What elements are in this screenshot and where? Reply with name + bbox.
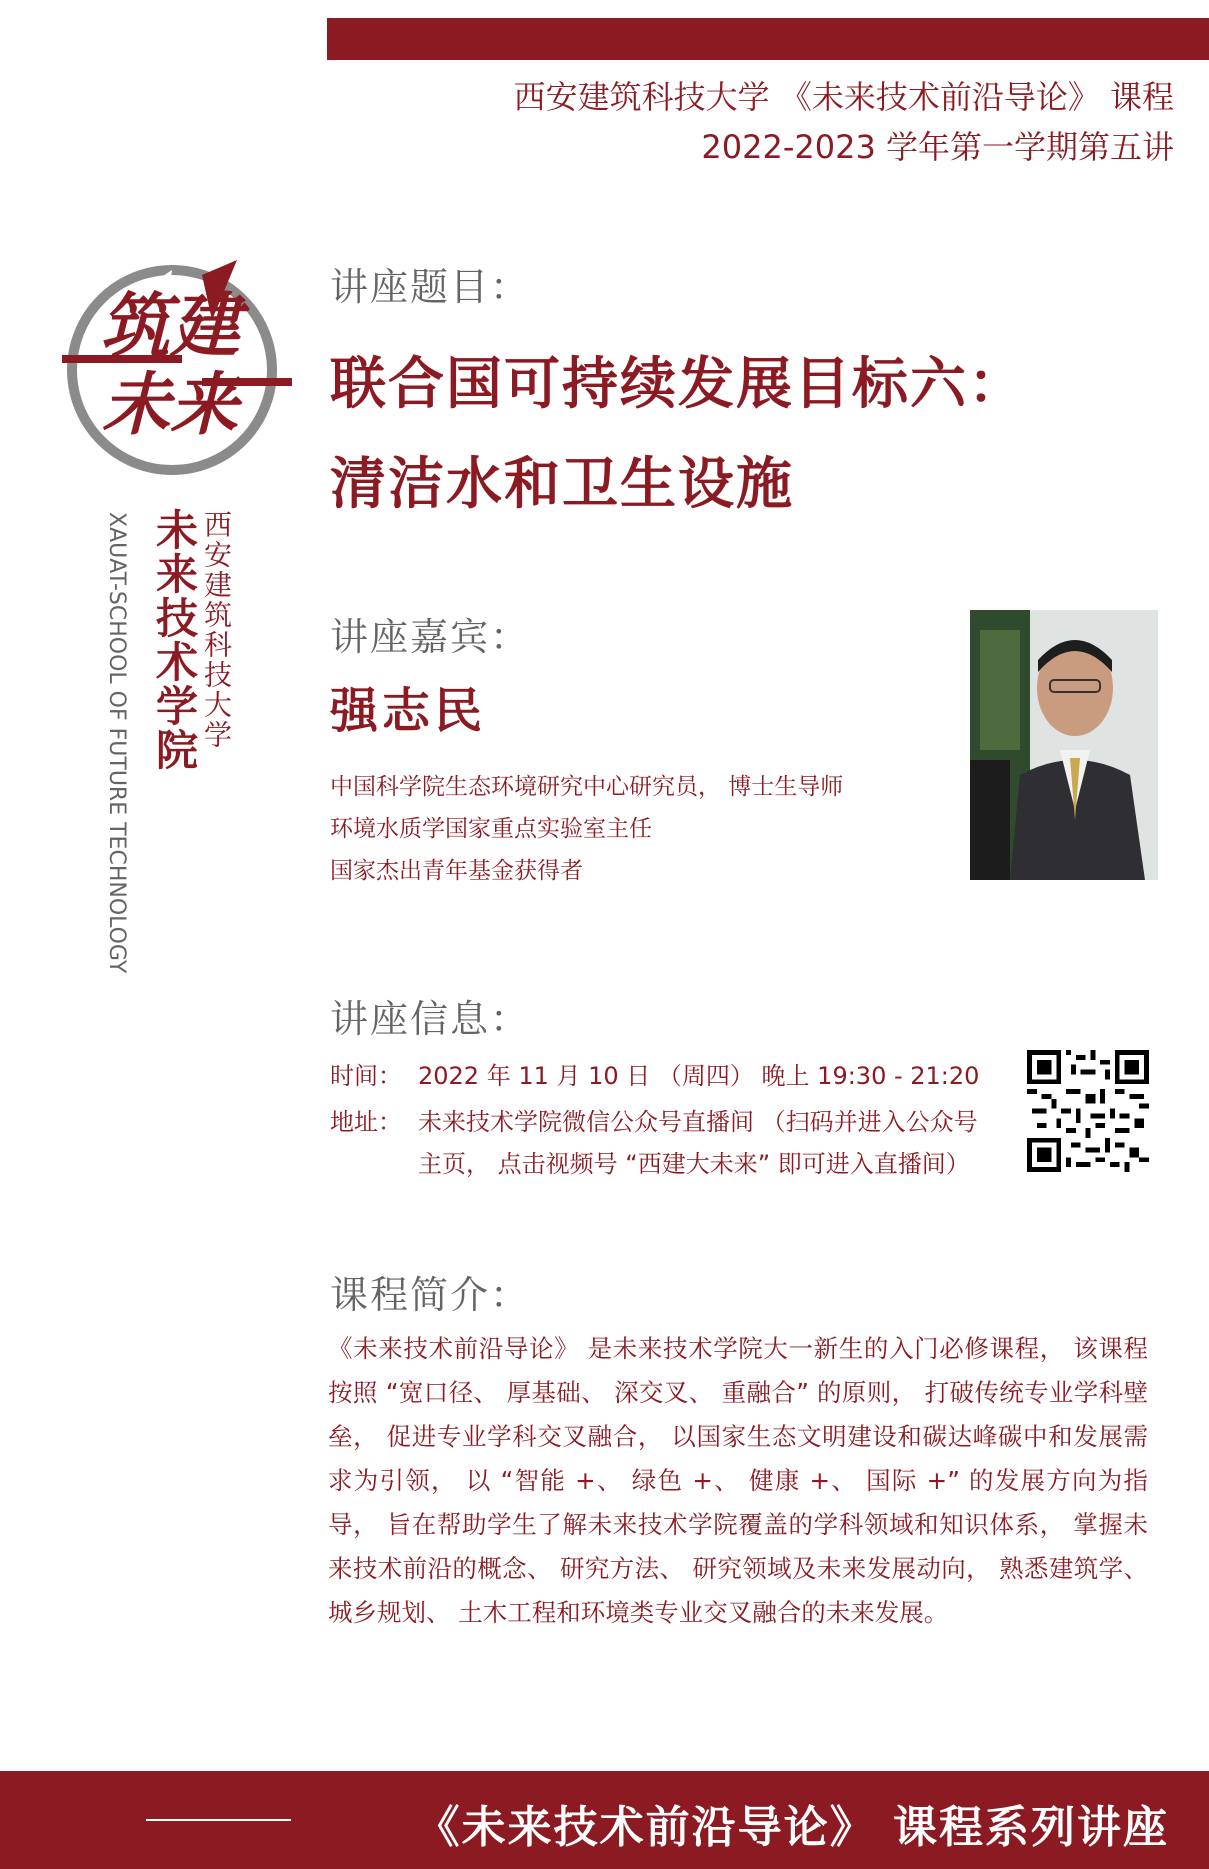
- header-course-line: 西安建筑科技大学 《未来技术前沿导论》 课程: [513, 78, 1174, 116]
- speaker-name: 强志民: [330, 683, 487, 739]
- speaker-credential: 国家杰出青年基金获得者: [330, 858, 583, 884]
- school-name: 未来技术学院: [150, 508, 199, 772]
- time-value: 2022 年 11 月 10 日 （周四） 晚上 19:30 - 21:20: [418, 1062, 980, 1090]
- speaker-photo: [970, 610, 1158, 880]
- header-term-line: 2022-2023 学年第一学期第五讲: [701, 128, 1174, 166]
- school-logo-icon: [52, 250, 292, 490]
- school-english-name: XAUAT-SCHOOL OF FUTURE TECHNOLOGY: [104, 512, 129, 974]
- qr-code-icon[interactable]: [1027, 1050, 1149, 1172]
- lecture-title-line-1: 联合国可持续发展目标六：: [330, 352, 1026, 417]
- logo-text-bottom: 未来: [101, 366, 239, 445]
- course-intro: 《未来技术前沿导论》 是未来技术学院大一新生的入门必修课程， 该课程按照 “宽口径、 厚基础、 深交叉、 重融合” 的原则， 打破传统专业学科壁垒， 促进专业学科交叉融合， 以国家生态文明建设和碳达峰碳中和发展需求为引领， 以 “智能 +、 绿色 +、 健康 +、 国际 +” 的发展方向为指导， 旨在帮助学生了解未来技术学院覆盖的学科领域和知识体系， 掌握未来技术前沿的概念、 研究方法、 研究领域及未来发展动向， 熟悉建筑学、 城乡规划、 土木工程和环境类专业交叉融合的未来发展。: [328, 1334, 1148, 1627]
- guest-label: 讲座嘉宾：: [330, 615, 531, 659]
- place-value-line-2: 主页， 点击视频号 “西建大未来” 即可进入直播间）: [418, 1150, 970, 1178]
- lecture-title-line-2: 清洁水和卫生设施: [330, 452, 794, 517]
- time-label: 时间：: [330, 1062, 402, 1090]
- footer-divider: [146, 1819, 291, 1821]
- speaker-credential: 环境水质学国家重点实验室主任: [330, 816, 652, 842]
- logo-text-top: 筑建: [100, 285, 240, 367]
- course-label: 课程简介：: [330, 1273, 531, 1317]
- topic-label: 讲座题目：: [330, 265, 531, 309]
- university-name: 西安建筑科技大学: [200, 510, 233, 750]
- place-label: 地址：: [330, 1108, 402, 1136]
- speaker-credential: 中国科学院生态环境研究中心研究员， 博士生导师: [330, 774, 844, 800]
- place-value-line-1: 未来技术学院微信公众号直播间 （扫码并进入公众号: [418, 1108, 978, 1136]
- footer-series-title: 《未来技术前沿导论》 课程系列讲座: [415, 1802, 1169, 1853]
- header-bar: [327, 18, 1209, 60]
- info-label: 讲座信息：: [330, 997, 531, 1041]
